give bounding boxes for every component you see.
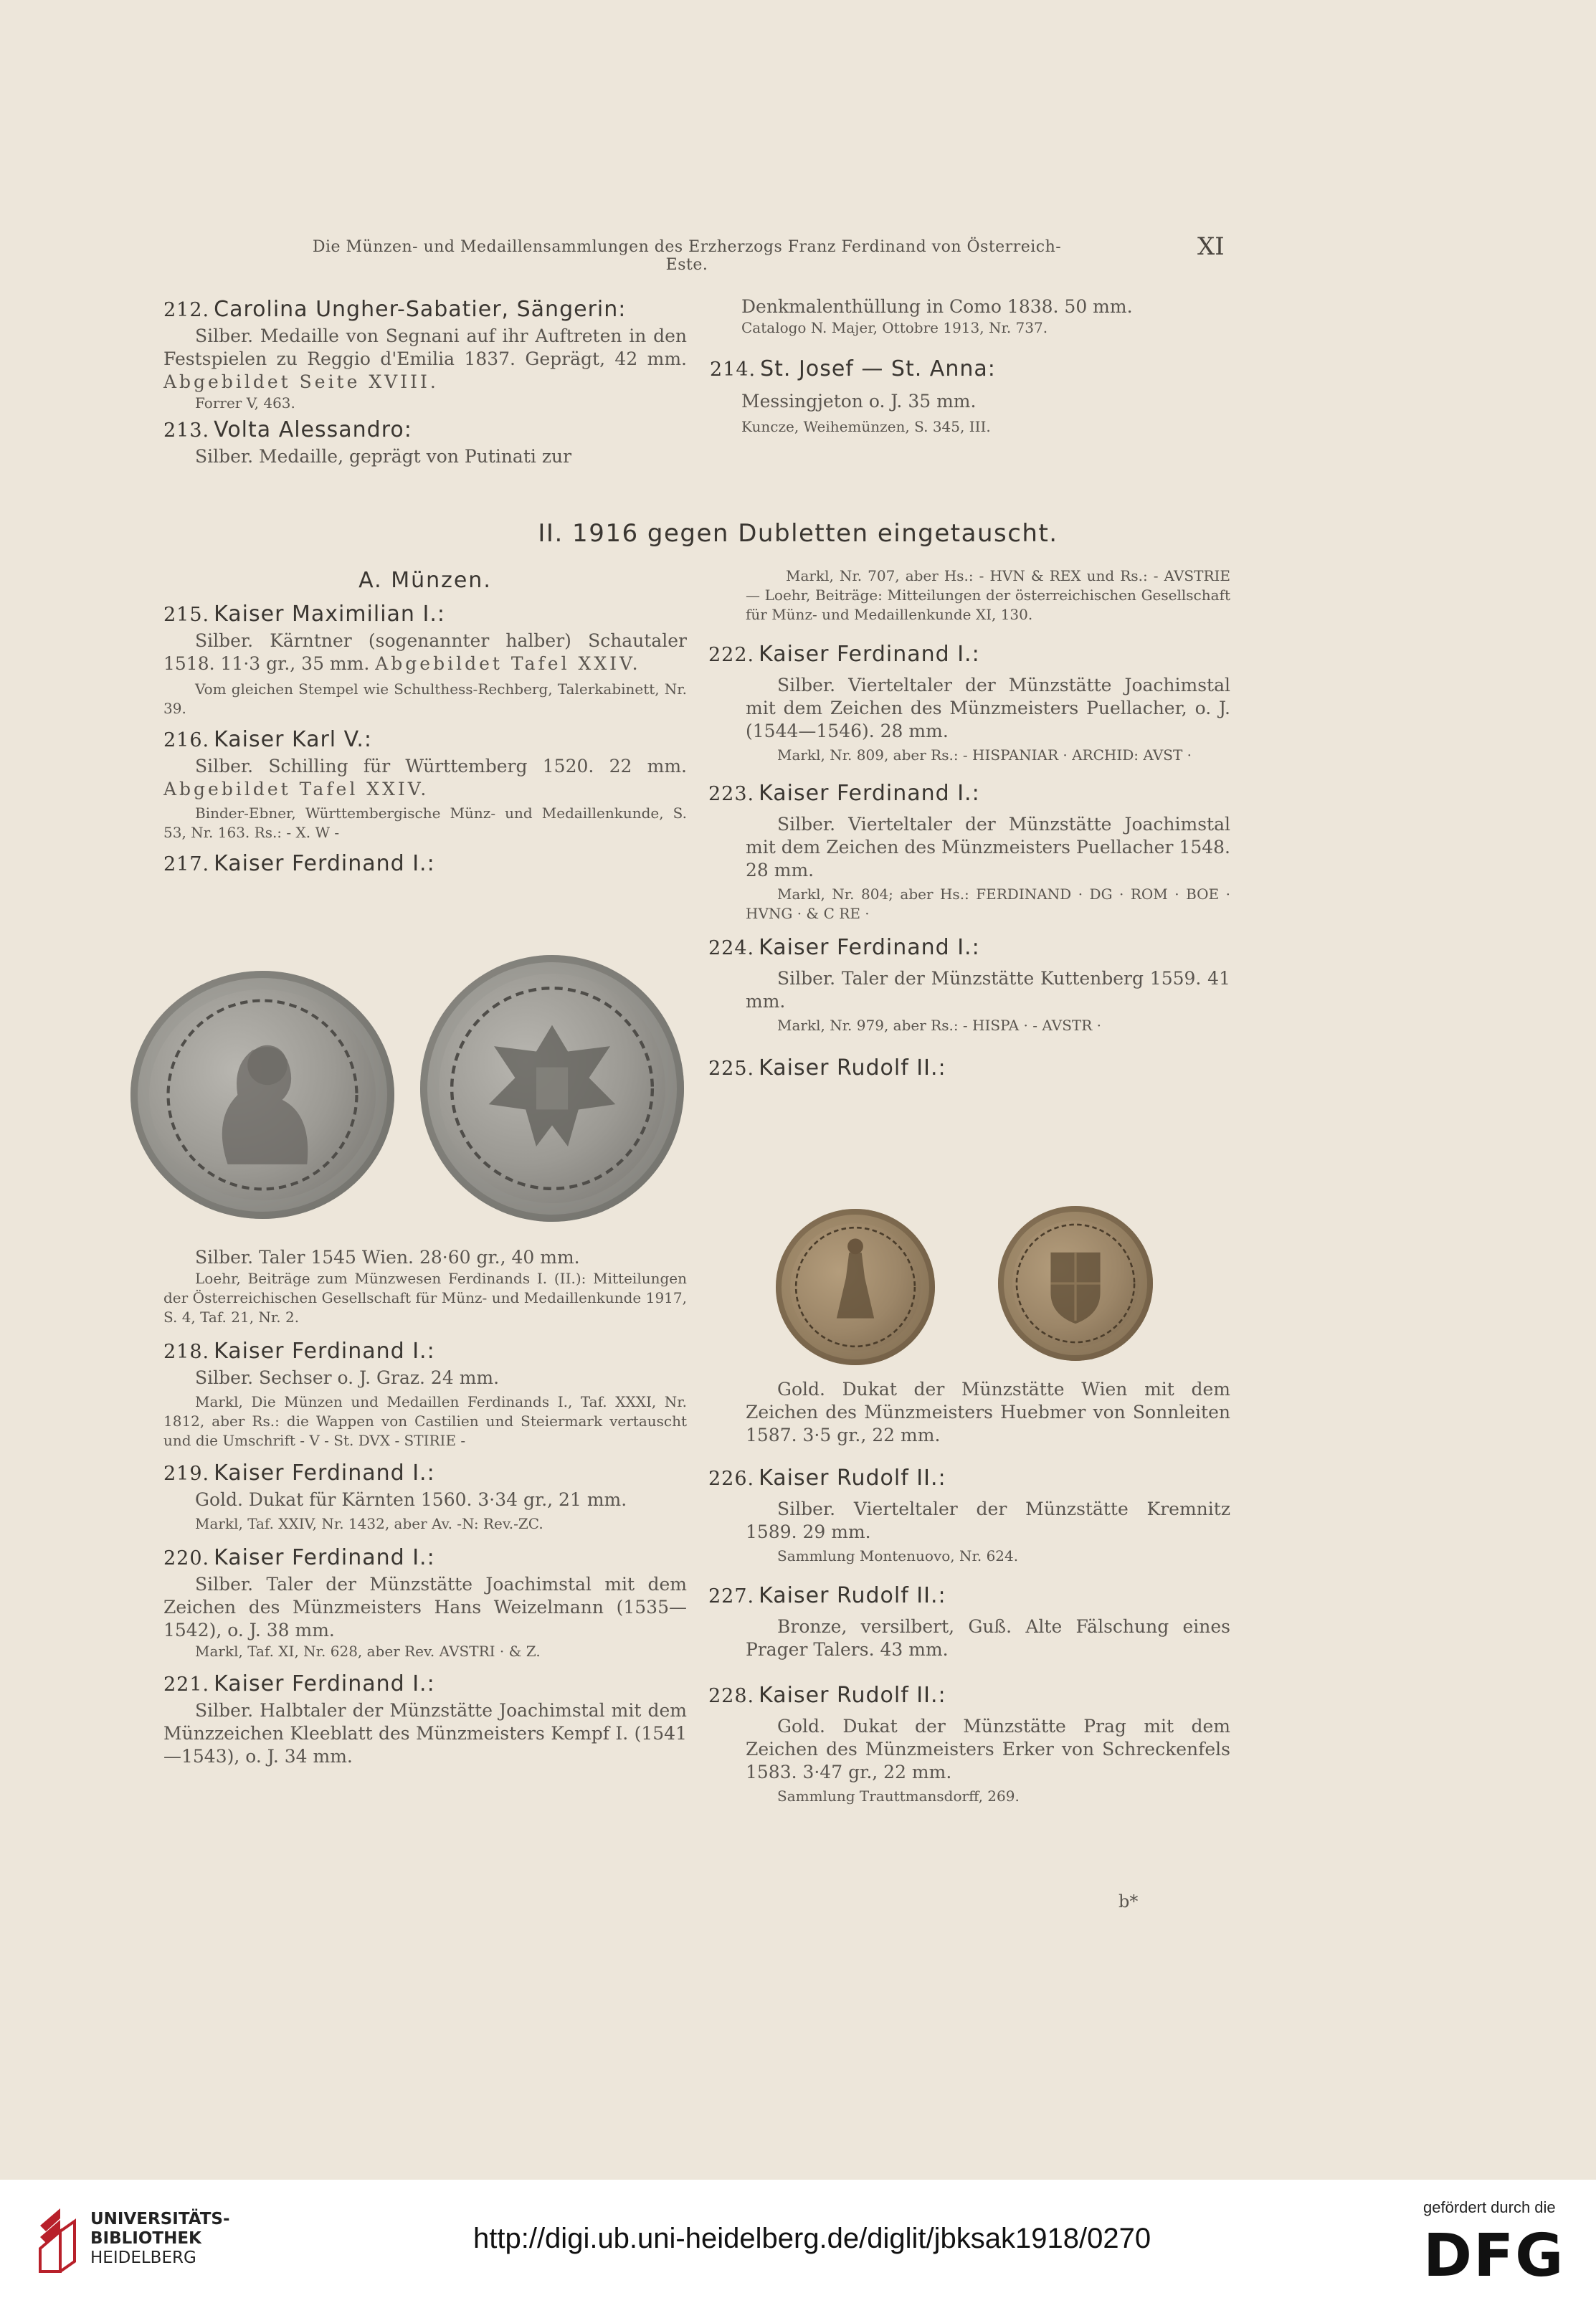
entry-223-title: 223. Kaiser Ferdinand I.: [708, 781, 980, 806]
running-header [0, 232, 1596, 274]
entry-219-text: Gold. Dukat für Kärnten 1560. 3·34 gr., 21 mm. [195, 1489, 627, 1510]
entry-226-ref: Sammlung Montenuovo, Nr. 624. [777, 1547, 1019, 1565]
entry-222-text: Silber. Vierteltaler der Münzstätte Joachimstal mit dem Zeichen des Münzmeisters Puellacher, o. J. (1544—1546). 28 mm. [746, 675, 1230, 741]
source-url-link[interactable]: http://digi.ub.uni-heidelberg.de/diglit/jbksak1918/0270 [473, 2223, 1151, 2254]
entry-217-text: Silber. Taler 1545 Wien. 28·60 gr., 40 mm. [195, 1247, 580, 1268]
entry-218-title: 218. Kaiser Ferdinand I.: [163, 1339, 435, 1364]
coin-217-reverse-image [420, 955, 684, 1222]
entry-218-ref: Markl, Die Münzen und Medaillen Ferdinands I., Taf. XXXI, Nr. 1812, aber Rs.: die Wappen von Castilien und Steiermark vertauscht und die Umschrift - V - St. DVX - STIRIE - [163, 1393, 687, 1449]
entry-226-text: Silber. Vierteltaler der Münzstätte Kremnitz 1589. 29 mm. [746, 1499, 1230, 1542]
top-left-column [163, 295, 687, 468]
dfg-logo[interactable]: DFG [1423, 2222, 1565, 2290]
entry-213-ref: Catalogo N. Majer, Ottobre 1913, Nr. 737. [741, 319, 1048, 336]
footer-bar [0, 2180, 1596, 2298]
entry-228-ref: Sammlung Trauttmansdorff, 269. [777, 1787, 1020, 1805]
entry-215-title: 215. Kaiser Maximilian I.: [163, 602, 445, 627]
entry-219-title: 219. Kaiser Ferdinand I.: [163, 1461, 435, 1486]
entry-214-text: Messingjeton o. J. 35 mm. [741, 391, 977, 412]
entry-216-title: 216. Kaiser Karl V.: [163, 727, 372, 752]
entry-212-text: Silber. Medaille von Segnani auf ihr Auftreten in den Festspielen zu Reggio d'Emilia 1837. Geprägt, 42 mm. Abgebildet Seite XVIII. [163, 326, 687, 392]
entry-218-text: Silber. Sechser o. J. Graz. 24 mm. [195, 1367, 500, 1388]
subsection-title: A. Münzen. [358, 568, 492, 593]
entry-221-text: Silber. Halbtaler der Münzstätte Joachimstal mit dem Münzzeichen Kleeblatt des Münzmeisters Kempf I. (1541—1543), o. J. 34 mm. [163, 1700, 687, 1767]
entry-212-ref: Forrer V, 463. [195, 394, 295, 412]
entry-215-text: Silber. Kärntner (sogenannter halber) Schautaler 1518. 11·3 gr., 35 mm. Abgebildet Tafel XXIV. [163, 630, 687, 674]
coin-225-obverse-image [776, 1209, 935, 1365]
entry-228-title: 228. Kaiser Rudolf II.: [708, 1683, 946, 1708]
entry-222-title: 222. Kaiser Ferdinand I.: [708, 642, 980, 667]
entry-220-ref: Markl, Taf. XI, Nr. 628, aber Rev. AVSTRI · & Z. [195, 1643, 541, 1660]
entry-226-title: 226. Kaiser Rudolf II.: [708, 1466, 946, 1491]
entry-216-ref: Binder-Ebner, Württembergische Münz- und Medaillenkunde, S. 53, Nr. 163. Rs.: - X. W - [163, 804, 687, 841]
entry-220-text: Silber. Taler der Münzstätte Joachimstal mit dem Zeichen des Münzmeisters Hans Weizelmann (1535—1542), o. J. 38 mm. [163, 1574, 687, 1641]
entry-219-ref: Markl, Taf. XXIV, Nr. 1432, aber Av. -N: Rev.-ZC. [195, 1515, 543, 1532]
entry-220-title: 220. Kaiser Ferdinand I.: [163, 1545, 435, 1570]
coin-225-reverse-image [998, 1206, 1153, 1361]
portrait-engraving-icon [130, 971, 394, 1219]
right-column [708, 566, 1230, 1083]
entry-214-ref: Kuncze, Weihemünzen, S. 345, III. [741, 418, 991, 435]
entry-228-text: Gold. Dukat der Münzstätte Prag mit dem Zeichen des Münzmeisters Erker von Schreckenfels 1583. 3·47 gr., 22 mm. [746, 1716, 1230, 1782]
top-right-column [710, 295, 1226, 437]
entry-224-ref: Markl, Nr. 979, aber Rs.: - HISPA · - AVSTR · [777, 1017, 1102, 1034]
signature-mark: b* [1118, 1891, 1139, 1912]
coat-of-arms-engraving-icon [998, 1206, 1153, 1361]
entry-213-continuation: Denkmalenthüllung in Como 1838. 50 mm. [741, 296, 1133, 317]
entry-213-text: Silber. Medaille, geprägt von Putinati zur [195, 446, 572, 467]
entry-212-title: 212. Carolina Ungher-Sabatier, Sängerin: [163, 297, 627, 322]
library-book-icon [36, 2204, 79, 2276]
entry-224-text: Silber. Taler der Münzstätte Kuttenberg 1559. 41 mm. [746, 968, 1230, 1012]
right-column-lower [708, 1378, 1230, 1806]
entry-223-ref: Markl, Nr. 804; aber Hs.: FERDINAND · DG · ROM · BOE · HVNG · & C RE · [746, 886, 1230, 922]
entry-221-title: 221. Kaiser Ferdinand I.: [163, 1671, 435, 1696]
entry-225-text: Gold. Dukat der Münzstätte Wien mit dem Zeichen des Münzmeisters Huebmer von Sonnleiten 1587. 3·5 gr., 22 mm. [746, 1379, 1230, 1445]
entry-213-title: 213. Volta Alessandro: [163, 417, 412, 442]
entry-222-ref: Markl, Nr. 809, aber Rs.: - HISPANIAR · ARCHID: AVST · [777, 746, 1192, 764]
entry-217-ref: Loehr, Beiträge zum Münzwesen Ferdinands I. (II.): Mitteilungen der Österreichischen Gesellschaft für Münz- und Medaillenkunde 1917, S. 4, Taf. 21, Nr. 2. [163, 1270, 687, 1326]
entry-227-title: 227. Kaiser Rudolf II.: [708, 1583, 946, 1608]
university-library-logo[interactable] [36, 2204, 79, 2276]
entry-225-title: 225. Kaiser Rudolf II.: [708, 1055, 946, 1081]
entry-223-text: Silber. Vierteltaler der Münzstätte Joachimstal mit dem Zeichen des Münzmeisters Puellacher 1548. 28 mm. [746, 814, 1230, 880]
section-title: II. 1916 gegen Dubletten eingetauscht. [538, 519, 1058, 548]
entry-221-ref: Markl, Nr. 707, aber Hs.: - HVN & REX und Rs.: - AVSTRIE — Loehr, Beiträge: Mitteilungen der österreichischen Gesellschaft für Münz- und Medaillenkunde XI, 130. [746, 567, 1230, 623]
entry-227-text: Bronze, versilbert, Guß. Alte Fälschung eines Prager Talers. 43 mm. [746, 1616, 1230, 1660]
coin-217-obverse-image [130, 971, 394, 1219]
left-column [163, 568, 687, 879]
standing-figure-engraving-icon [776, 1209, 935, 1365]
entry-217-title: 217. Kaiser Ferdinand I.: [163, 851, 435, 876]
page-number: XI [1197, 232, 1225, 261]
header-title: Die Münzen- und Medaillensammlungen des Erzherzogs Franz Ferdinand von Österreich-Este. [312, 238, 1062, 274]
entry-224-title: 224. Kaiser Ferdinand I.: [708, 935, 980, 960]
entry-215-ref: Vom gleichen Stempel wie Schulthess-Rechberg, Talerkabinett, Nr. 39. [163, 680, 687, 717]
entry-214-title: 214. St. Josef — St. Anna: [710, 356, 996, 381]
funded-by-label: gefördert durch die [1423, 2198, 1556, 2216]
eagle-engraving-icon [420, 955, 684, 1222]
left-column-lower [163, 1246, 687, 1768]
library-name[interactable]: UNIVERSITÄTS- BIBLIOTHEK HEIDELBERG [90, 2210, 230, 2267]
entry-216-text: Silber. Schilling für Württemberg 1520. 22 mm. Abgebildet Tafel XXIV. [163, 756, 687, 799]
